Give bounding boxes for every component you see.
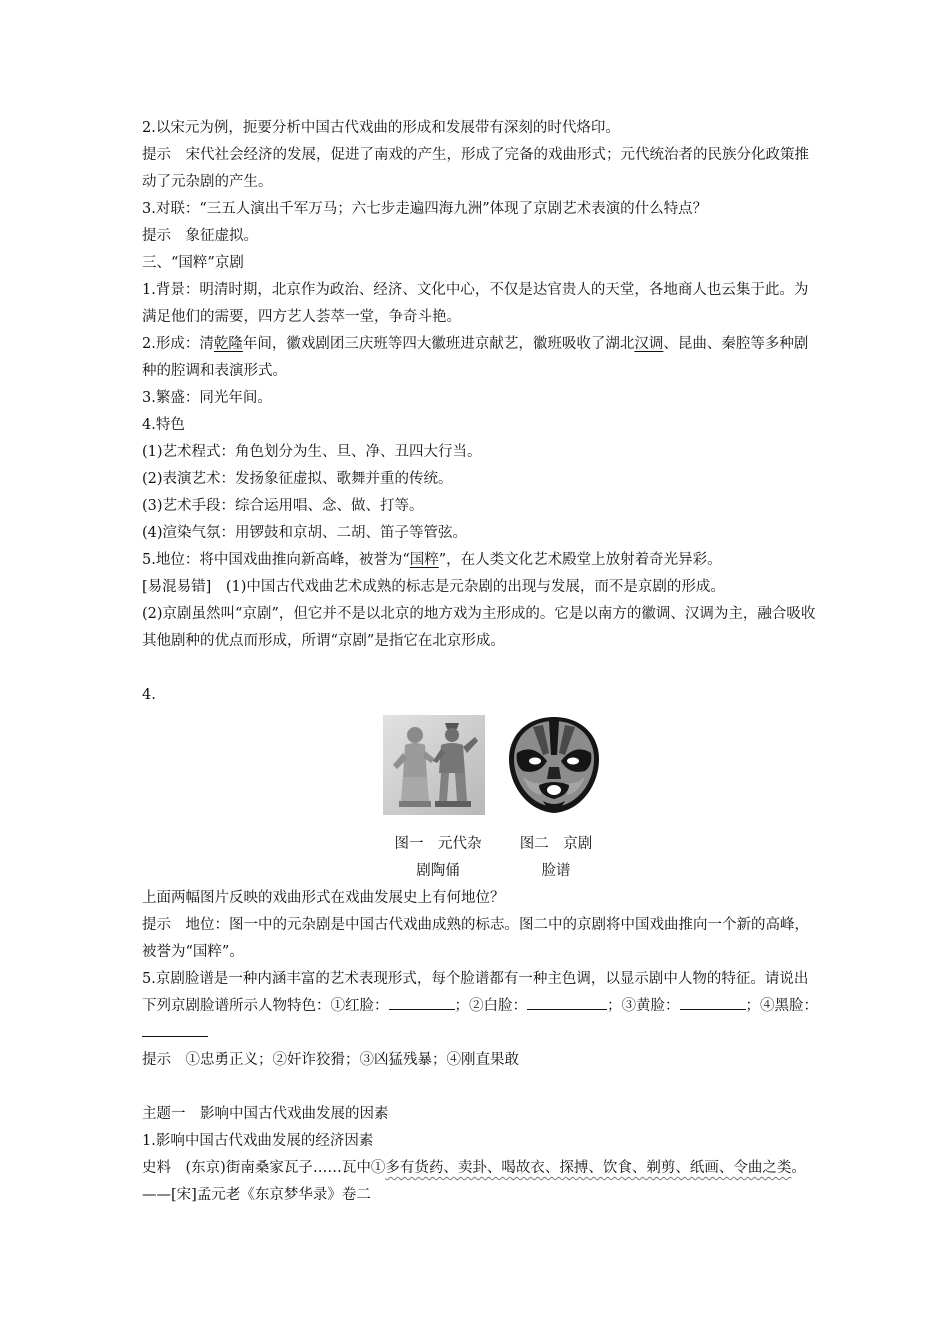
- source-label: 史料: [142, 1160, 186, 1176]
- answer-blank[interactable]: [389, 995, 455, 1010]
- underlined-term: 国粹: [409, 552, 439, 568]
- confusion-note-2: (2)京剧虽然叫“京剧”，但它并不是以北京的地方戏为主形成的。它是以南方的徽调、汉调为主，融合吸收其他剧种的优点而形成，所谓“京剧”是指它在北京形成。: [142, 606, 816, 649]
- formation-part: 、昆曲、秦腔等多种剧种的腔调和表演形式。: [142, 336, 809, 379]
- theme-heading: 主题一 影响中国古代戏曲发展的因素: [142, 1106, 389, 1122]
- wavy-underlined-text: 多有货药、卖卦、喝故衣、探搏、饮食、剃剪、纸画、令曲之类: [385, 1160, 792, 1176]
- figure-2-caption: 图二 京剧: [519, 836, 593, 852]
- q5-question: [142, 966, 822, 1047]
- prosperity-text: 3.繁盛：同光年间。: [142, 390, 272, 406]
- formation-text: [142, 331, 822, 385]
- status-part: 5.地位：将中国戏曲推向新高峰，被誉为“: [142, 552, 410, 568]
- source-part: 。——[宋]孟元老《东京梦华录》卷二: [142, 1160, 806, 1203]
- figure-1-caption-cont: 剧陶俑: [416, 863, 460, 879]
- feature-item: (3)艺术手段：综合运用唱、念、做、打等。: [142, 498, 424, 514]
- q5-question-part: ；③黄脸：: [607, 998, 680, 1014]
- spacer: [142, 1074, 822, 1101]
- q2-hint: 提示 宋代社会经济的发展，促进了南戏的产生，形成了完备的戏曲形式；元代统治者的民族分化政策推动了元杂剧的产生。: [142, 147, 809, 190]
- pottery-figurines-image: [383, 715, 485, 815]
- section-heading: 三、“国粹”京剧: [142, 255, 244, 271]
- background-text: 1.背景：明清时期，北京作为政治、经济、文化中心，不仅是达官贵人的天堂，各地商人也云集于此。为满足他们的需要，四方艺人荟萃一堂，争奇斗艳。: [142, 282, 809, 325]
- q3-question: 3.对联：“三五人演出千军万马；六七步走遍四海九洲”体现了京剧艺术表演的什么特点？: [142, 201, 708, 217]
- figure-2-caption-cont: 脸谱: [541, 863, 571, 879]
- q4-number: 4.: [142, 687, 156, 703]
- q4-hint: 提示 地位：图一中的元杂剧是中国古代戏曲成熟的标志。图二中的京剧将中国戏曲推向一个新的高峰，被誉为“国粹”。: [142, 917, 809, 960]
- q4-question: 上面两幅图片反映的戏曲形式在戏曲发展史上有何地位？: [142, 890, 505, 906]
- features-title: 4.特色: [142, 417, 185, 433]
- answer-blank[interactable]: [680, 995, 746, 1010]
- feature-item: (4)渲染气氛：用锣鼓和京胡、二胡、笛子等管弦。: [142, 525, 468, 541]
- q2-question: 2.以宋元为例，扼要分析中国古代戏曲的形成和发展带有深刻的时代烙印。: [142, 120, 620, 136]
- q3-hint: 提示 象征虚拟。: [142, 228, 258, 244]
- opera-mask-image: [503, 715, 605, 815]
- confusion-note-1: [易混易错] (1)中国古代戏曲艺术成熟的标志是元杂剧的出现与发展，而不是京剧的形成。: [142, 579, 725, 595]
- status-part: ”，在人类文化艺术殿堂上放射着奇光异彩。: [438, 552, 722, 568]
- figure-1: [383, 715, 485, 825]
- figure-2: [503, 715, 605, 825]
- q5-question-part: 5.京剧脸谱是一种内涵丰富的艺术表现形式，每个脸谱都有一种主色调，以显示剧中人物的特征。请说出下列京剧脸谱所示人物特色：①红脸：: [142, 971, 809, 1014]
- figure-captions-line2: [172, 858, 822, 885]
- figure-1-caption: 图一 元代杂: [394, 836, 482, 852]
- spacer: [142, 655, 822, 682]
- underlined-term: 汉调: [634, 336, 664, 352]
- formation-part: 年间，徽戏剧团三庆班等四大徽班进京献艺，徽班吸收了湖北: [242, 336, 635, 352]
- status-text: [142, 547, 822, 574]
- answer-blank[interactable]: [142, 1022, 208, 1037]
- document-page: [142, 115, 822, 1209]
- figure-captions-line1: [172, 831, 822, 858]
- feature-item: (2)表演艺术：发扬象征虚拟、歌舞并重的传统。: [142, 471, 453, 487]
- source-text: [142, 1155, 822, 1209]
- q5-question-part: ；②白脸：: [454, 998, 527, 1014]
- feature-item: (1)艺术程式：角色划分为生、旦、净、丑四大行当。: [142, 444, 482, 460]
- underlined-term: 乾隆: [213, 336, 243, 352]
- source-part: (东京)街南桑家瓦子……瓦中①: [185, 1160, 386, 1176]
- figure-row: [166, 715, 822, 825]
- answer-blank[interactable]: [527, 995, 607, 1010]
- q5-hint: 提示 ①忠勇正义；②奸诈狡猾；③凶猛残暴；④刚直果敢: [142, 1052, 519, 1068]
- formation-part: 2.形成：清: [142, 336, 214, 352]
- q5-question-part: ；④黑脸：: [745, 998, 818, 1014]
- theme-subheading: 1.影响中国古代戏曲发展的经济因素: [142, 1133, 374, 1149]
